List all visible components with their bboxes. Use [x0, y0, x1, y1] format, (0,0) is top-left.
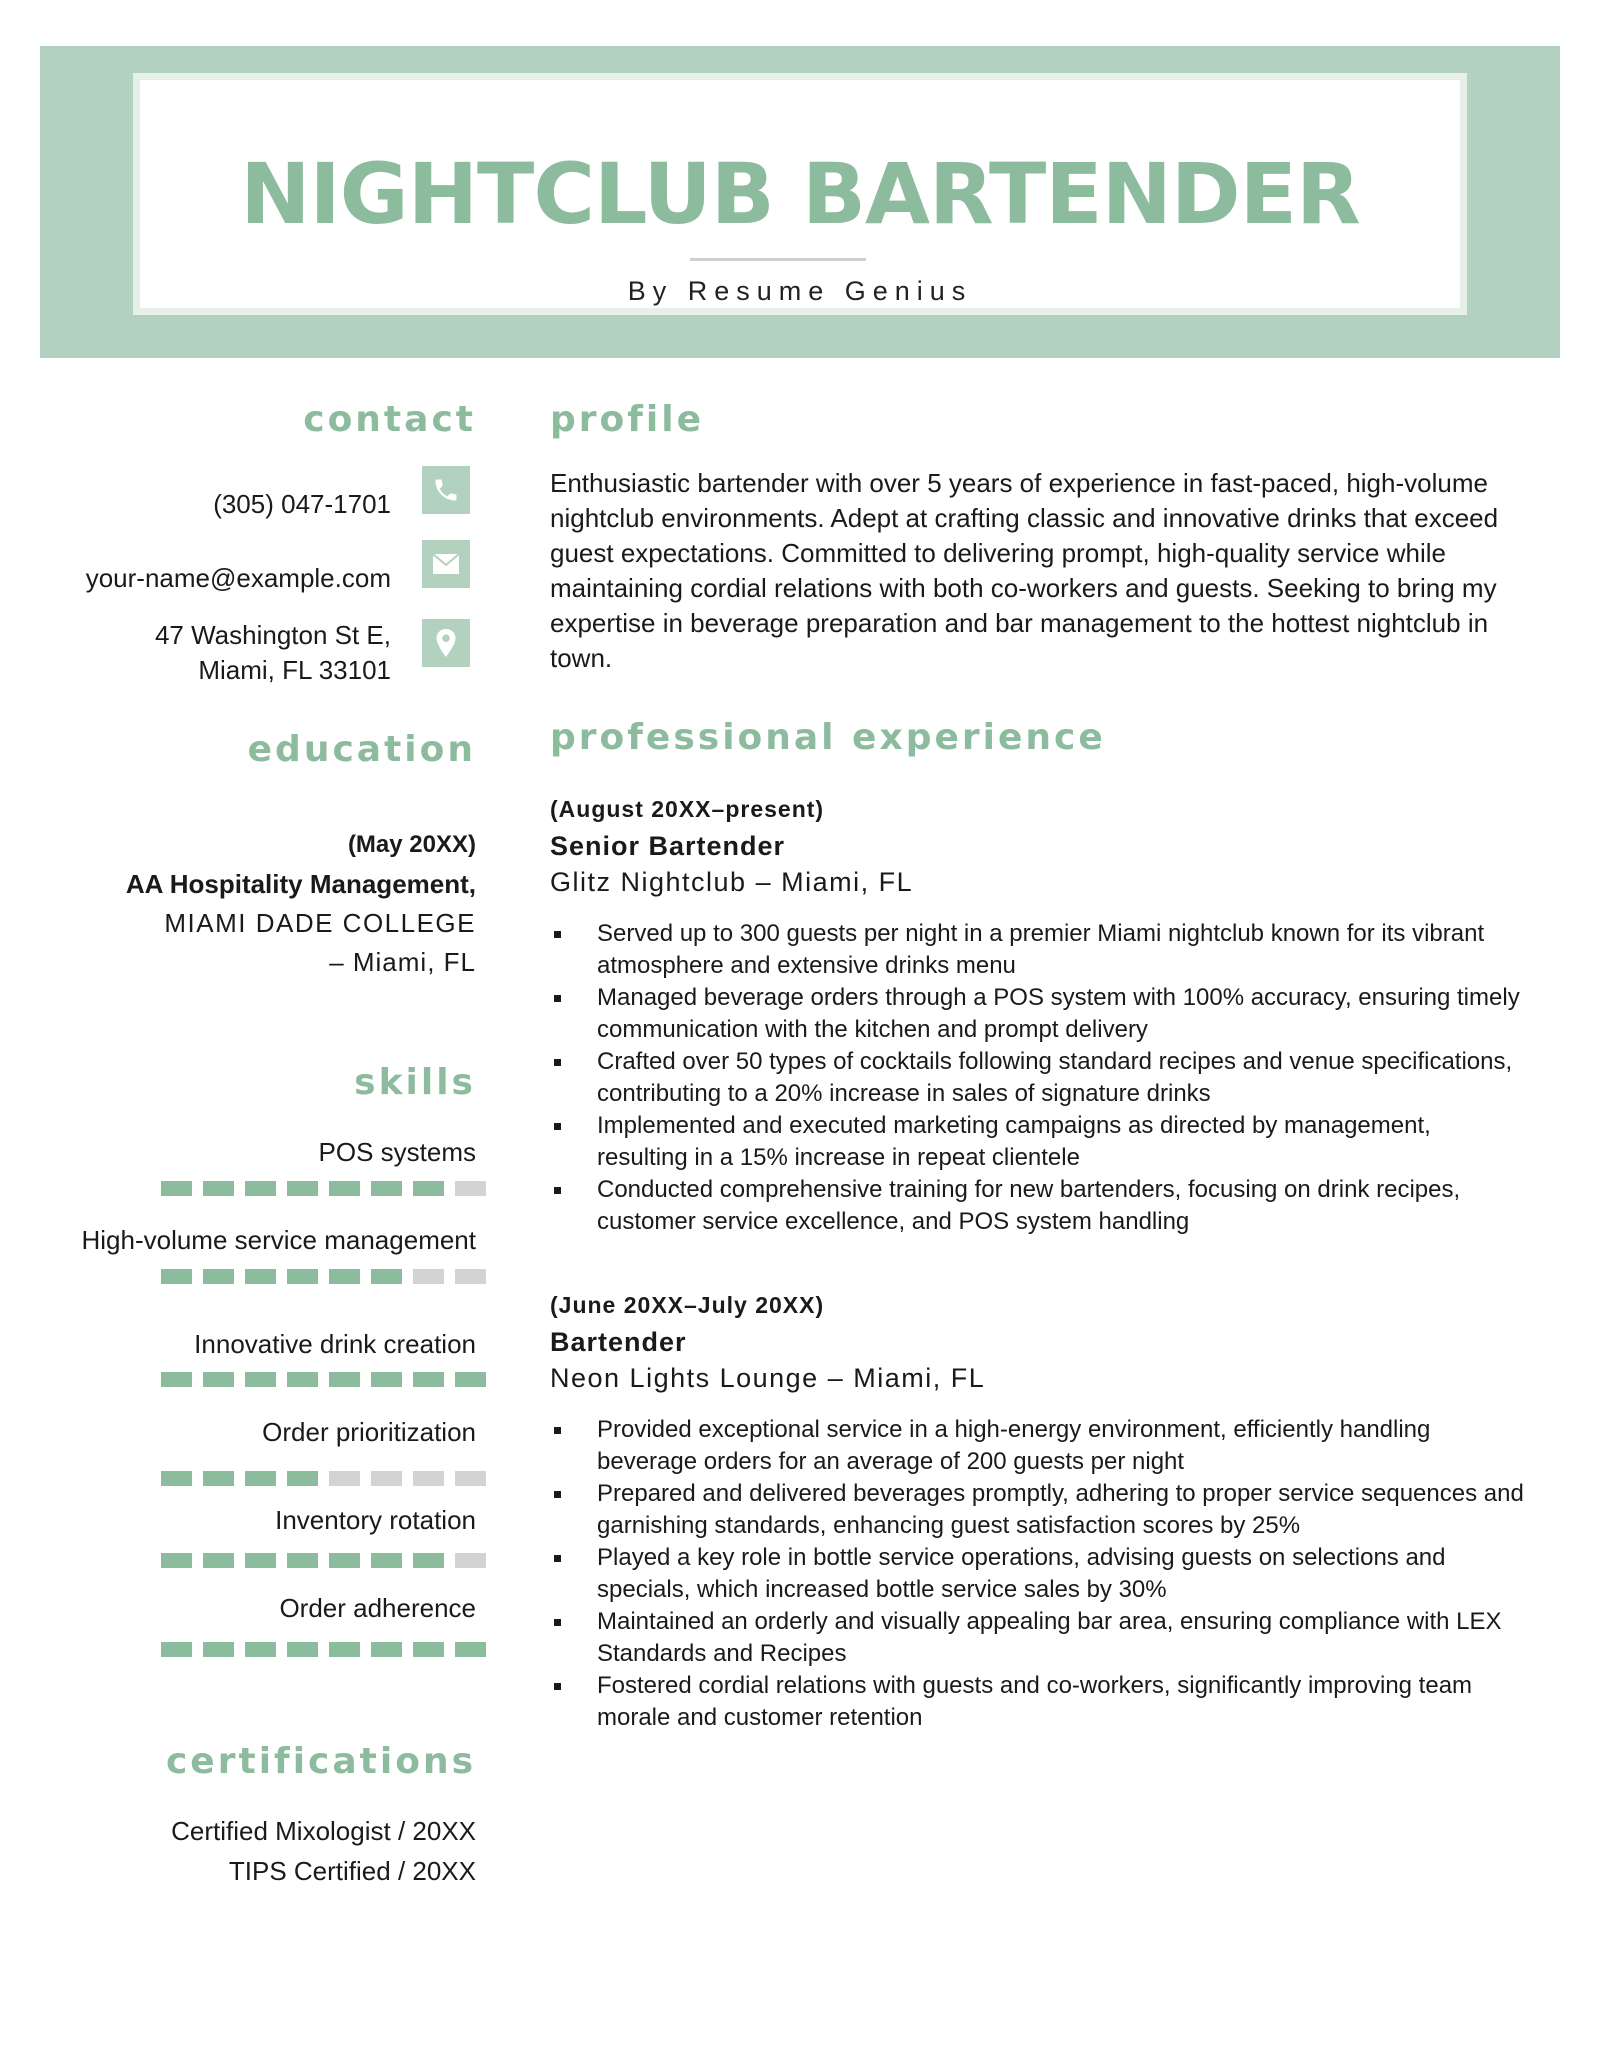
skill-segment-filled — [455, 1642, 486, 1657]
skill-segment-filled — [245, 1642, 276, 1657]
certification-item: TIPS Certified / 20XX — [228, 1856, 476, 1886]
skill-level-bar — [161, 1471, 486, 1486]
skill-segment-filled — [287, 1471, 318, 1486]
skill-label: Inventory rotation — [275, 1505, 476, 1535]
skill-level-bar — [161, 1642, 486, 1657]
skill-segment-filled — [413, 1372, 444, 1387]
phone-text: (305) 047-1701 — [213, 489, 391, 519]
location-icon — [422, 619, 470, 667]
skill-segment-filled — [329, 1269, 360, 1284]
skill-segment-filled — [413, 1642, 444, 1657]
skill-segment-filled — [245, 1181, 276, 1196]
skill-level-bar — [161, 1269, 486, 1284]
skill-segment-empty — [455, 1269, 486, 1284]
certifications-heading: certifications — [165, 1741, 476, 1782]
byline: By Resume Genius — [627, 276, 973, 306]
skill-segment-filled — [455, 1372, 486, 1387]
skill-segment-filled — [329, 1642, 360, 1657]
skill-segment-filled — [371, 1372, 402, 1387]
skill-segment-filled — [161, 1471, 192, 1486]
skill-level-bar — [161, 1372, 486, 1387]
skill-segment-filled — [287, 1642, 318, 1657]
job-bullets — [550, 918, 1560, 1238]
skill-segment-filled — [287, 1553, 318, 1568]
skill-segment-empty — [455, 1553, 486, 1568]
job-bullet: Conducted comprehensive training for new bartenders, focusing on drink recipes, customer service excellence, and POS system handling — [550, 1174, 1560, 1238]
skill-segment-filled — [203, 1553, 234, 1568]
profile-line: town. — [550, 643, 613, 673]
job-dates: (June 20XX–July 20XX) — [550, 1292, 825, 1318]
certification-item: Certified Mixologist / 20XX — [171, 1816, 476, 1846]
skill-segment-filled — [413, 1181, 444, 1196]
skill-segment-filled — [329, 1372, 360, 1387]
resume-title: NIGHTCLUB BARTENDER — [240, 145, 1360, 243]
job-company: Neon Lights Lounge – Miami, FL — [550, 1363, 986, 1393]
skill-segment-filled — [203, 1181, 234, 1196]
skill-segment-filled — [329, 1181, 360, 1196]
skill-segment-filled — [371, 1642, 402, 1657]
skill-segment-filled — [413, 1553, 444, 1568]
skill-segment-filled — [161, 1269, 192, 1284]
education-school: MIAMI DADE COLLEGE — [164, 908, 476, 938]
contact-heading: contact — [303, 399, 476, 440]
job-company: Glitz Nightclub – Miami, FL — [550, 867, 914, 897]
email-icon — [422, 540, 470, 588]
title-divider — [690, 258, 866, 261]
job-bullets — [550, 1414, 1560, 1734]
job-bullet: Implemented and executed marketing campaigns as directed by management, resulting in a 15% increase in repeat clientele — [550, 1110, 1560, 1174]
email-text[interactable]: your-name@example.com — [85, 563, 391, 593]
skill-level-bar — [161, 1553, 486, 1568]
skill-label: Order prioritization — [262, 1417, 476, 1447]
profile-line: expertise in beverage preparation and bar management to the hottest nightclub in — [550, 608, 1489, 638]
job-title: Senior Bartender — [550, 831, 786, 861]
skill-label: POS systems — [318, 1137, 476, 1167]
skill-segment-filled — [287, 1269, 318, 1284]
skill-segment-filled — [203, 1471, 234, 1486]
education-degree: AA Hospitality Management, — [125, 869, 476, 899]
job-bullet: Played a key role in bottle service operations, advising guests on selections and specials, which increased bottle service sales by 30% — [550, 1542, 1560, 1606]
skill-label: High-volume service management — [81, 1225, 476, 1255]
skill-segment-filled — [245, 1372, 276, 1387]
job-dates: (August 20XX–present) — [550, 796, 825, 822]
skill-segment-filled — [161, 1181, 192, 1196]
address-line-2: Miami, FL 33101 — [198, 655, 391, 685]
skill-segment-filled — [245, 1471, 276, 1486]
skills-heading: skills — [354, 1062, 476, 1103]
education-location: – Miami, FL — [329, 947, 476, 977]
skill-segment-filled — [287, 1181, 318, 1196]
skill-segment-filled — [245, 1269, 276, 1284]
profile-line: nightclub environments. Adept at crafting classic and innovative drinks that exceed — [550, 503, 1499, 533]
skill-label: Innovative drink creation — [194, 1329, 476, 1359]
skill-segment-filled — [161, 1642, 192, 1657]
phone-icon — [422, 466, 470, 514]
profile-line: Enthusiastic bartender with over 5 years of experience in fast-paced, high-volume — [550, 468, 1488, 498]
skill-segment-empty — [413, 1471, 444, 1486]
job-bullet: Served up to 300 guests per night in a premier Miami nightclub known for its vibrant atmosphere and extensive drinks menu — [550, 918, 1560, 982]
job-title: Bartender — [550, 1327, 687, 1357]
job-bullet: Crafted over 50 types of cocktails following standard recipes and venue specifications, contributing to a 20% increase in sales of signature drinks — [550, 1046, 1560, 1110]
profile-line: guest expectations. Committed to delivering prompt, high-quality service while — [550, 538, 1446, 568]
skill-segment-empty — [329, 1471, 360, 1486]
education-heading: education — [247, 729, 476, 770]
skill-segment-filled — [371, 1269, 402, 1284]
skill-segment-filled — [371, 1553, 402, 1568]
skill-segment-empty — [455, 1471, 486, 1486]
education-date: (May 20XX) — [347, 831, 476, 858]
job-bullet: Fostered cordial relations with guests and co-workers, significantly improving team morale and customer retention — [550, 1670, 1560, 1734]
job-bullet: Provided exceptional service in a high-energy environment, efficiently handling beverage orders for an average of 200 guests per night — [550, 1414, 1560, 1478]
profile-heading: profile — [550, 399, 705, 440]
job-bullet: Prepared and delivered beverages promptly, adhering to proper service sequences and garnishing standards, enhancing guest satisfaction scores by 25% — [550, 1478, 1560, 1542]
skill-label: Order adherence — [279, 1593, 476, 1623]
experience-heading: professional experience — [550, 717, 1106, 758]
skill-segment-filled — [203, 1269, 234, 1284]
skill-segment-empty — [371, 1471, 402, 1486]
job-bullet: Managed beverage orders through a POS system with 100% accuracy, ensuring timely communication with the kitchen and prompt delivery — [550, 982, 1560, 1046]
profile-line: maintaining cordial relations with both co-workers and guests. Seeking to bring my — [550, 573, 1497, 603]
header-band — [40, 46, 1560, 358]
skill-segment-filled — [203, 1642, 234, 1657]
address-line-1: 47 Washington St E, — [154, 620, 391, 650]
skill-segment-empty — [455, 1181, 486, 1196]
skill-segment-filled — [245, 1553, 276, 1568]
skill-segment-empty — [413, 1269, 444, 1284]
profile-summary — [550, 466, 1550, 676]
skill-segment-filled — [287, 1372, 318, 1387]
skill-level-bar — [161, 1181, 486, 1196]
header-title-box — [140, 80, 1460, 308]
skill-segment-filled — [329, 1553, 360, 1568]
skill-segment-filled — [371, 1181, 402, 1196]
job-bullet: Maintained an orderly and visually appealing bar area, ensuring compliance with LEX Standards and Recipes — [550, 1606, 1560, 1670]
skill-segment-filled — [161, 1372, 192, 1387]
skill-segment-filled — [161, 1553, 192, 1568]
skill-segment-filled — [203, 1372, 234, 1387]
